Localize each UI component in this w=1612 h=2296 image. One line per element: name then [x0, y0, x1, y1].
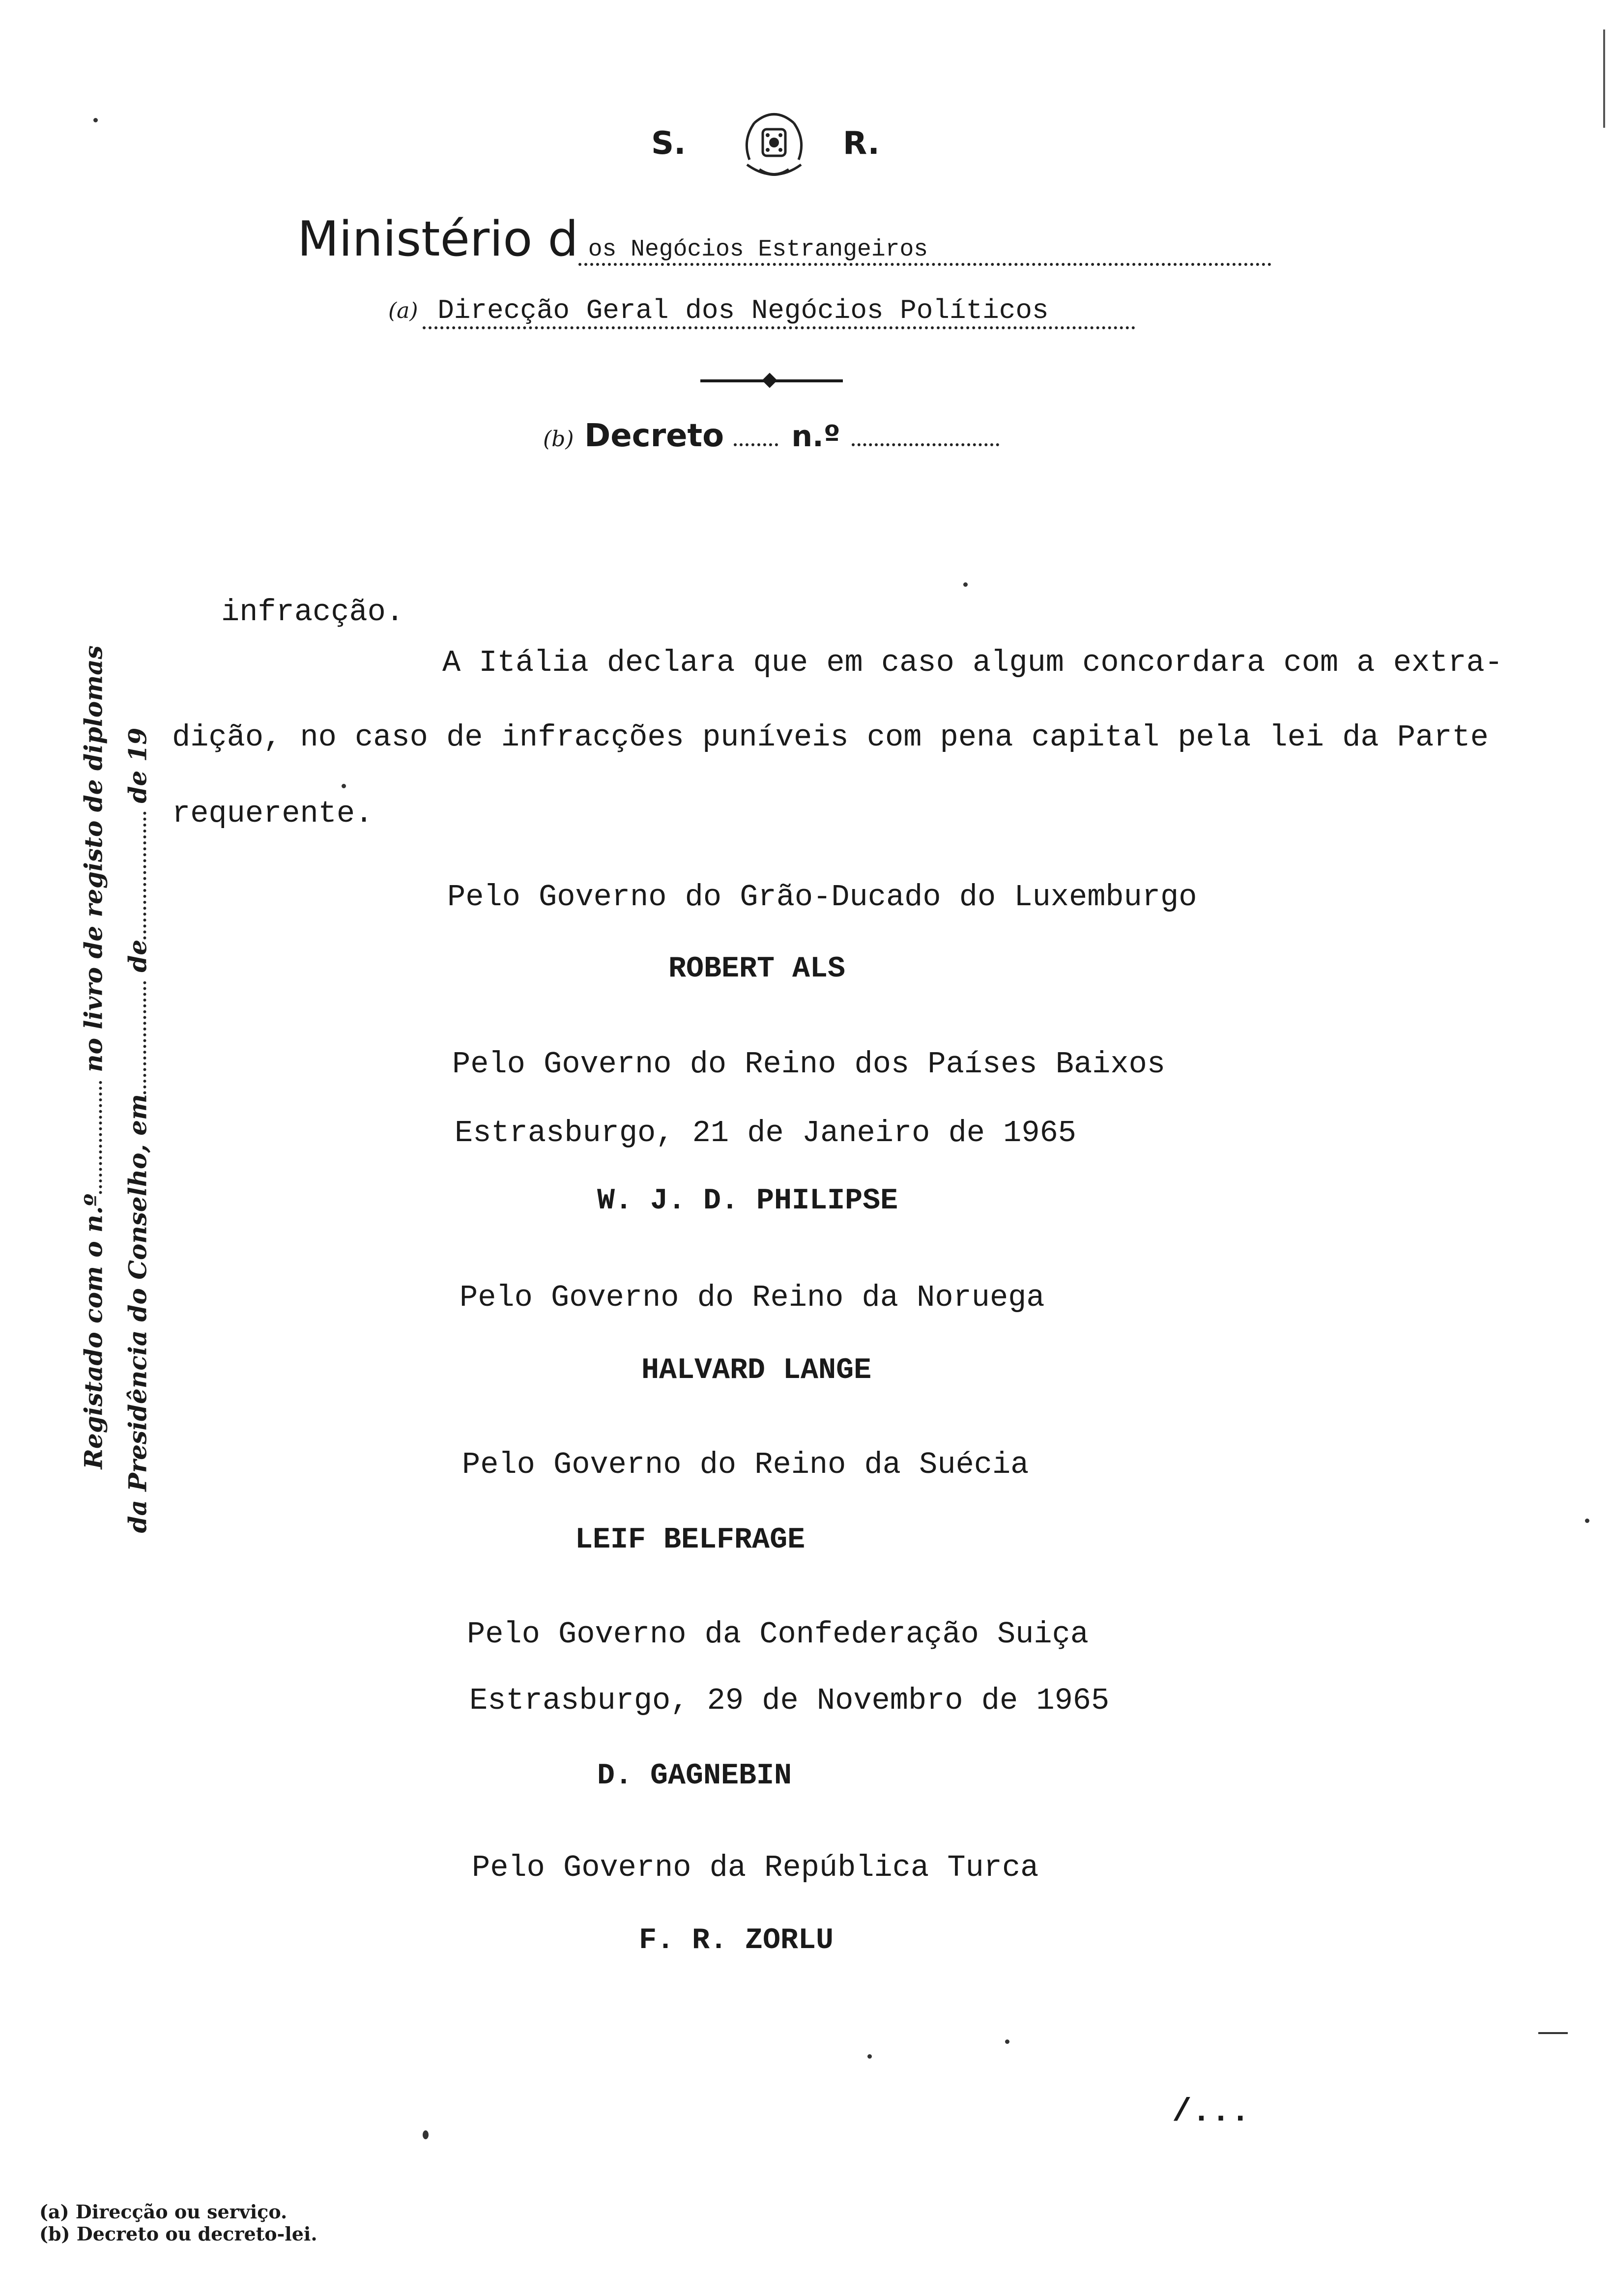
direction-fill: Direcção Geral dos Negócios Políticos	[423, 295, 1135, 329]
signature-1-government: Pelo Governo do Grão-Ducado do Luxemburgo	[447, 880, 1197, 915]
decree-number-label: n.º	[791, 419, 840, 454]
footnote-a: (a) Direcção ou serviço.	[39, 2201, 288, 2223]
signature-3-government: Pelo Governo do Reino da Noruega	[460, 1280, 1045, 1315]
footnote-b: (b) Decreto ou decreto-lei.	[39, 2223, 317, 2245]
signature-2-government: Pelo Governo do Reino dos Países Baixos	[452, 1047, 1166, 1082]
header-letter-r: R.	[843, 125, 880, 162]
scan-mark	[1538, 2032, 1568, 2034]
scan-edge-mark	[1603, 29, 1605, 128]
scan-speck	[423, 2130, 429, 2139]
margin-note-text-2b: de	[123, 939, 152, 973]
decree-marker: (b)	[543, 427, 574, 452]
signature-3-signatory: HALVARD LANGE	[641, 1354, 872, 1387]
margin-blank-month	[129, 812, 146, 940]
ministry-line	[297, 211, 1271, 267]
margin-note-text-2a: da Presidência do Conselho, em	[123, 1094, 152, 1533]
signature-1-signatory: ROBERT ALS	[668, 952, 846, 986]
signature-6-signatory: F. R. ZORLU	[639, 1924, 834, 1957]
decree-line	[543, 418, 999, 454]
scan-speck	[867, 2054, 872, 2059]
body-line-1: infracção.	[221, 595, 404, 630]
direction-line	[388, 295, 1135, 329]
signature-4-signatory: LEIF BELFRAGE	[575, 1523, 806, 1557]
scan-speck	[1005, 2039, 1009, 2044]
signature-5-government: Pelo Governo da Confederação Suiça	[467, 1617, 1089, 1652]
scan-speck	[963, 582, 968, 587]
signature-2-signatory: W. J. D. PHILIPSE	[597, 1184, 898, 1218]
signature-4-government: Pelo Governo do Reino da Suécia	[462, 1447, 1029, 1482]
margin-note-line-1	[79, 585, 108, 1469]
scan-speck	[93, 118, 98, 122]
continuation-mark: /...	[1172, 2094, 1250, 2130]
ministry-fill: os Negócios Estrangeiros	[578, 236, 1271, 266]
direction-marker: (a)	[388, 298, 418, 323]
margin-note-text-2c: de 19	[123, 727, 152, 804]
margin-note-line-2	[123, 649, 152, 1533]
signature-2-place-date: Estrasburgo, 21 de Janeiro de 1965	[455, 1116, 1077, 1150]
decree-label: Decreto	[584, 418, 724, 454]
header-letter-s: S.	[651, 125, 686, 162]
body-line-4: requerente.	[172, 796, 374, 831]
divider-diamond	[762, 373, 777, 388]
margin-note-text-1b: no livro de registo de diplomas	[79, 645, 108, 1072]
signature-6-government: Pelo Governo da República Turca	[472, 1850, 1039, 1885]
body-line-2: A Itália declara que em caso algum concordara com a extra-	[442, 645, 1503, 680]
signature-5-place-date: Estrasburgo, 29 de Novembro de 1965	[469, 1683, 1110, 1718]
decree-number-blank	[852, 424, 999, 446]
ministry-prefix: Ministério d	[297, 211, 578, 267]
signature-5-signatory: D. GAGNEBIN	[597, 1759, 792, 1793]
margin-blank-number	[85, 1081, 102, 1194]
scan-speck	[1585, 1519, 1589, 1523]
coat-of-arms-emblem	[737, 106, 811, 184]
body-line-3: dição, no caso de infracções puníveis com pena capital pela lei da Parte	[172, 720, 1489, 755]
margin-note-text-1a: Registado com o n.º	[79, 1194, 108, 1469]
margin-blank-day	[129, 981, 146, 1094]
decree-type-blank	[734, 424, 778, 446]
scan-speck	[342, 784, 346, 788]
